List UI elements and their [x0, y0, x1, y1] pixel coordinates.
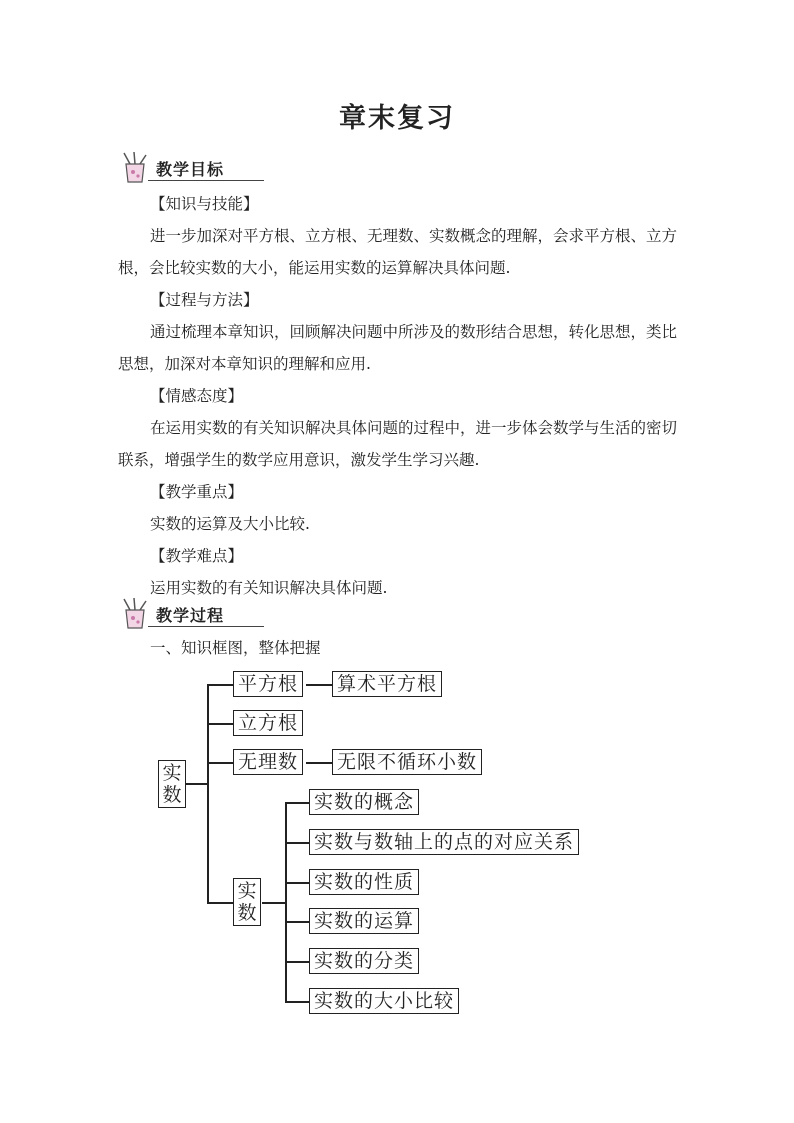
node-square-root: 平方根 — [233, 671, 303, 697]
connector — [285, 842, 309, 844]
page-title: 章末复习 — [339, 103, 455, 134]
paragraph-method: 通过梳理本章知识，回顾解决问题中所涉及的数形结合思想，转化思想，类比思想，加深对本章知识的理解和应用. — [118, 323, 678, 373]
node-cube-root: 立方根 — [233, 710, 303, 736]
paragraph-difficulty: 运用实数的有关知识解决具体问题. — [150, 579, 388, 597]
connector — [285, 802, 309, 804]
paragraph-knowledge: 进一步加深对平方根、立方根、无理数、实数概念的理解，会求平方根、立方根，会比较实数的大小，能运用实数的运算解决具体问题. — [118, 227, 678, 277]
heading-key-point: 【教学重点】 — [150, 483, 244, 501]
connector — [306, 762, 332, 764]
heading-difficulty: 【教学难点】 — [150, 547, 244, 565]
connector — [285, 882, 309, 884]
connector — [306, 684, 332, 686]
paragraph-key-point: 实数的运算及大小比较. — [150, 515, 310, 533]
connector — [285, 802, 287, 1002]
connector — [285, 961, 309, 963]
connector — [207, 684, 233, 686]
connector — [285, 921, 309, 923]
node-nonrepeating-decimal: 无限不循环小数 — [332, 749, 482, 775]
leaf-number-line: 实数与数轴上的点的对应关系 — [309, 829, 579, 855]
paragraph-attitude: 在运用实数的有关知识解决具体问题的过程中，进一步体会数学与生活的密切联系，增强学生的数学应用意识，激发学生学习兴趣. — [118, 419, 678, 469]
connector — [207, 723, 233, 725]
node-irrational: 无理数 — [233, 749, 303, 775]
heading-knowledge: 【知识与技能】 — [150, 195, 259, 213]
leaf-operations: 实数的运算 — [309, 908, 419, 934]
leaf-concept: 实数的概念 — [309, 789, 419, 815]
section-label-goals: 教学目标 — [156, 160, 225, 179]
heading-attitude: 【情感态度】 — [150, 387, 244, 405]
section-label-process: 教学过程 — [156, 606, 225, 625]
leaf-classification: 实数的分类 — [309, 948, 419, 974]
leaf-properties: 实数的性质 — [309, 869, 419, 895]
connector — [262, 902, 286, 904]
connector — [207, 684, 209, 902]
leaf-comparison: 实数的大小比较 — [309, 988, 459, 1014]
connector — [186, 783, 208, 785]
connector — [207, 762, 233, 764]
heading-method: 【过程与方法】 — [150, 291, 259, 309]
connector — [207, 902, 233, 904]
node-real-number: 实数 — [233, 878, 261, 926]
diagram-root: 实数 — [158, 760, 186, 808]
connector — [285, 1001, 309, 1003]
process-step-1: 一、知识框图，整体把握 — [150, 639, 321, 657]
node-arithmetic-square-root: 算术平方根 — [332, 671, 442, 697]
